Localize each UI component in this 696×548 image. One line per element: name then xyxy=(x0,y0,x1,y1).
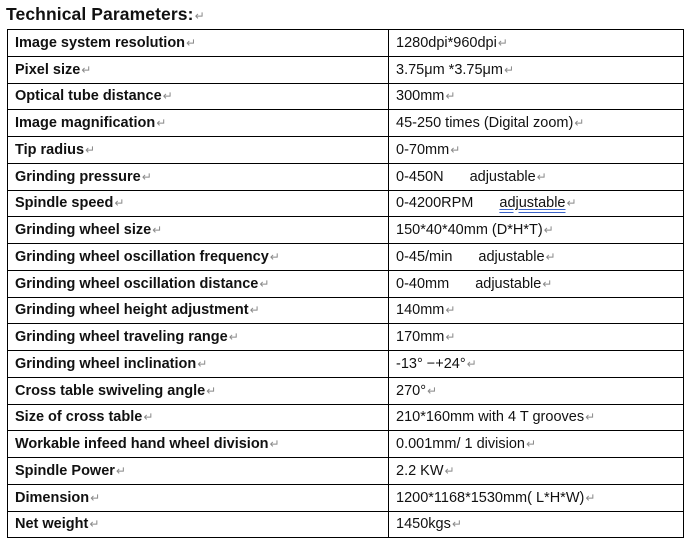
parameter-label: Spindle Power xyxy=(15,462,115,479)
parameter-value: 0-40mm xyxy=(396,275,450,292)
parameter-label-cell xyxy=(8,431,389,458)
paragraph-mark-icon: ↵ xyxy=(450,142,461,157)
parameter-label-cell xyxy=(8,217,389,244)
parameter-value: -13° −+24° xyxy=(396,355,466,372)
paragraph-mark-icon: ↵ xyxy=(89,517,100,532)
table-row xyxy=(8,484,684,511)
parameter-label-cell xyxy=(8,484,389,511)
paragraph-mark-icon: ↵ xyxy=(152,223,163,238)
paragraph-mark-icon: ↵ xyxy=(503,62,515,77)
parameter-value-cell xyxy=(389,217,684,244)
paragraph-mark-icon: ↵ xyxy=(114,196,125,211)
paragraph-mark-icon: ↵ xyxy=(90,490,101,505)
parameter-label-cell xyxy=(8,351,389,378)
paragraph-mark-icon: ↵ xyxy=(269,437,280,452)
parameter-label: Grinding pressure xyxy=(15,168,141,185)
parameter-value: 0-45/min xyxy=(396,248,453,265)
parameter-label-cell xyxy=(8,30,389,57)
parameter-value: 0.001mm/ 1 division xyxy=(396,436,525,453)
paragraph-mark-icon: ↵ xyxy=(466,356,477,371)
parameter-label: Grinding wheel oscillation frequency xyxy=(15,248,269,265)
parameter-label-cell xyxy=(8,190,389,217)
parameter-value: 0-4200RPM xyxy=(396,195,474,212)
parameter-label: Spindle speed xyxy=(15,195,114,212)
table-row xyxy=(8,351,684,378)
parameter-value: 170mm xyxy=(396,329,445,346)
parameter-value: 0-70mm xyxy=(396,141,450,158)
paragraph-mark-icon: ↵ xyxy=(536,169,547,184)
parameter-label-cell xyxy=(8,404,389,431)
paragraph-mark-icon: ↵ xyxy=(585,410,596,425)
table-row xyxy=(8,83,684,110)
parameter-value-cell xyxy=(389,404,684,431)
parameter-label: Image magnification xyxy=(15,115,156,132)
parameter-label: Grinding wheel oscillation distance xyxy=(15,275,259,292)
adjustable-note: adjustable xyxy=(499,195,566,212)
paragraph-mark-icon: ↵ xyxy=(525,437,537,452)
parameter-label-cell xyxy=(8,163,389,190)
table-row xyxy=(8,190,684,217)
paragraph-mark-icon: ↵ xyxy=(156,116,167,131)
table-row xyxy=(8,458,684,485)
adjustable-note: adjustable xyxy=(475,275,542,292)
parameter-value-cell xyxy=(389,270,684,297)
paragraph-mark-icon: ↵ xyxy=(141,169,152,184)
parameter-value-cell xyxy=(389,297,684,324)
parameter-value: 1200*1168*1530mm( L*H*W) xyxy=(396,489,585,506)
parameter-label: Workable infeed hand wheel division xyxy=(15,436,269,453)
parameter-label-cell xyxy=(8,297,389,324)
parameter-label-cell xyxy=(8,110,389,137)
parameter-value-cell xyxy=(389,458,684,485)
paragraph-mark-icon: ↵ xyxy=(85,142,96,157)
table-row xyxy=(8,297,684,324)
page-title xyxy=(6,4,205,25)
parameter-value-cell xyxy=(389,351,684,378)
table-row xyxy=(8,217,684,244)
table-body xyxy=(8,30,684,538)
heading-text: Technical Parameters: xyxy=(6,4,194,24)
table-row xyxy=(8,137,684,164)
paragraph-mark-icon: ↵ xyxy=(186,35,197,50)
parameter-value-cell xyxy=(389,431,684,458)
paragraph-mark-icon: ↵ xyxy=(197,356,208,371)
parameter-value-cell xyxy=(389,377,684,404)
parameter-label: Tip radius xyxy=(15,141,85,158)
table-row xyxy=(8,511,684,538)
paragraph-mark-icon: ↵ xyxy=(543,223,554,238)
paragraph-mark-icon: ↵ xyxy=(269,249,280,264)
parameter-label: Image system resolution xyxy=(15,34,186,51)
paragraph-mark-icon: ↵ xyxy=(143,410,154,425)
parameter-value: 2.2 KW xyxy=(396,462,444,479)
table-row xyxy=(8,244,684,271)
parameter-value-cell xyxy=(389,484,684,511)
parameter-label-cell xyxy=(8,458,389,485)
parameter-value-cell xyxy=(389,30,684,57)
table-row xyxy=(8,163,684,190)
paragraph-mark-icon: ↵ xyxy=(445,330,456,345)
parameter-value: 45-250 times (Digital zoom) xyxy=(396,115,574,132)
paragraph-mark-icon: ↵ xyxy=(206,383,217,398)
parameter-label-cell xyxy=(8,56,389,83)
parameter-label: Optical tube distance xyxy=(15,88,162,105)
parameter-value: 300mm xyxy=(396,88,445,105)
paragraph-mark-icon: ↵ xyxy=(444,463,455,478)
table-row xyxy=(8,56,684,83)
parameter-value-cell xyxy=(389,190,684,217)
paragraph-mark-icon: ↵ xyxy=(249,303,260,318)
technical-parameters-table xyxy=(7,29,684,538)
parameter-label: Grinding wheel traveling range xyxy=(15,329,228,346)
paragraph-mark-icon: ↵ xyxy=(542,276,553,291)
parameter-value-cell xyxy=(389,83,684,110)
parameter-value-cell xyxy=(389,56,684,83)
table-row xyxy=(8,404,684,431)
paragraph-mark-icon: ↵ xyxy=(162,89,173,104)
parameter-value: 1450kgs xyxy=(396,516,451,533)
parameter-label: Dimension xyxy=(15,489,90,506)
parameter-value: 3.75μm *3.75μm xyxy=(396,61,503,78)
adjustable-note: adjustable xyxy=(478,248,545,265)
table-row xyxy=(8,377,684,404)
parameter-value: 150*40*40mm (D*H*T) xyxy=(396,222,543,239)
table-row xyxy=(8,270,684,297)
table-row xyxy=(8,431,684,458)
paragraph-mark-icon: ↵ xyxy=(585,490,596,505)
parameter-label: Net weight xyxy=(15,516,89,533)
parameter-value-cell xyxy=(389,137,684,164)
paragraph-mark-icon: ↵ xyxy=(445,89,456,104)
paragraph-mark-icon: ↵ xyxy=(194,9,205,23)
paragraph-mark-icon: ↵ xyxy=(445,303,456,318)
parameter-value: 140mm xyxy=(396,302,445,319)
parameter-label-cell xyxy=(8,137,389,164)
parameter-value-cell xyxy=(389,110,684,137)
paragraph-mark-icon: ↵ xyxy=(427,383,438,398)
parameter-label-cell xyxy=(8,377,389,404)
parameter-label-cell xyxy=(8,83,389,110)
table-row xyxy=(8,324,684,351)
parameter-label-cell xyxy=(8,244,389,271)
adjustable-note: adjustable xyxy=(469,168,536,185)
parameter-value: 210*160mm with 4 T grooves xyxy=(396,409,585,426)
parameter-label: Grinding wheel size xyxy=(15,222,152,239)
parameter-value-cell xyxy=(389,244,684,271)
parameter-label-cell xyxy=(8,324,389,351)
parameter-value-cell xyxy=(389,511,684,538)
parameter-value: 270° xyxy=(396,382,426,399)
paragraph-mark-icon: ↵ xyxy=(115,463,126,478)
paragraph-mark-icon: ↵ xyxy=(451,517,462,532)
paragraph-mark-icon: ↵ xyxy=(566,196,577,211)
paragraph-mark-icon: ↵ xyxy=(497,35,508,50)
paragraph-mark-icon: ↵ xyxy=(259,276,270,291)
parameter-label: Pixel size xyxy=(15,61,81,78)
parameter-value-cell xyxy=(389,324,684,351)
table-row xyxy=(8,30,684,57)
parameter-value: 0-450N xyxy=(396,168,444,185)
parameter-label: Grinding wheel height adjustment xyxy=(15,302,249,319)
parameter-value: 1280dpi*960dpi xyxy=(396,34,497,51)
parameter-label-cell xyxy=(8,511,389,538)
paragraph-mark-icon: ↵ xyxy=(574,116,585,131)
parameter-label: Grinding wheel inclination xyxy=(15,355,197,372)
parameter-label: Cross table swiveling angle xyxy=(15,382,206,399)
table-row xyxy=(8,110,684,137)
parameter-label: Size of cross table xyxy=(15,409,143,426)
parameter-label-cell xyxy=(8,270,389,297)
paragraph-mark-icon: ↵ xyxy=(228,330,239,345)
parameter-value-cell xyxy=(389,163,684,190)
paragraph-mark-icon: ↵ xyxy=(81,62,92,77)
paragraph-mark-icon: ↵ xyxy=(545,249,556,264)
